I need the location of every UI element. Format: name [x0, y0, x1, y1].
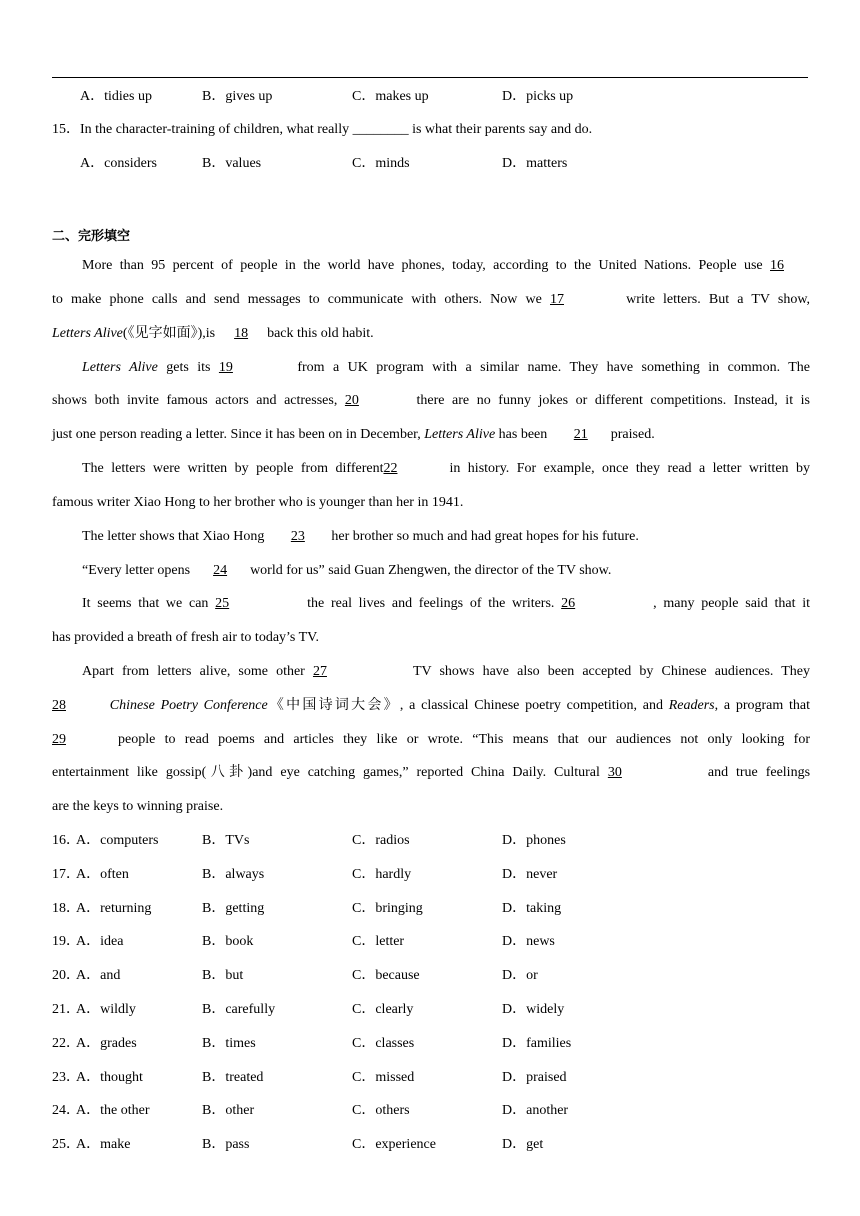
option-d[interactable]: D．another [502, 1103, 569, 1118]
blank-21: 21 [573, 427, 588, 442]
q14-option-d[interactable]: D．picks up [502, 89, 574, 104]
option-b[interactable]: B．carefully [202, 1002, 276, 1017]
question-row [52, 1034, 810, 1054]
option-b[interactable]: B．but [202, 968, 244, 983]
passage-line-11 [52, 594, 810, 614]
q15-option-d[interactable]: D．matters [502, 156, 568, 171]
option-b[interactable]: B．TVs [202, 833, 250, 848]
blank-30: 30 [607, 765, 622, 780]
passage-text: from a UK program with a similar name. They have something in common. The [297, 360, 811, 375]
q15-stem [52, 120, 810, 140]
option-a[interactable]: A．returning [76, 901, 152, 916]
blank-29: 29 [52, 732, 66, 747]
passage-line-15 [52, 730, 810, 750]
option-b[interactable]: B．always [202, 867, 265, 882]
passage-text: 《中国诗词大会》, a classical Chinese poetry competition, and [267, 698, 663, 713]
question-row [52, 1101, 810, 1121]
option-d[interactable]: D．news [502, 934, 555, 949]
passage-text: Apart from letters alive, some other [82, 664, 305, 679]
program-title-italic: Readers [668, 698, 715, 713]
passage-text: write letters. But a TV show, [626, 292, 811, 307]
passage-text: her brother so much and had great hopes for his future. [331, 529, 639, 544]
option-d[interactable]: D．get [502, 1137, 544, 1152]
passage-line-16 [52, 763, 810, 783]
blank-18: 18 [234, 326, 249, 341]
show-title-italic: Letters Alive [52, 326, 123, 341]
option-c[interactable]: C．because [352, 968, 420, 983]
q15-options [52, 154, 810, 174]
option-b[interactable]: B．getting [202, 901, 265, 916]
section-title: 二、完形填空 [52, 229, 131, 244]
passage-line-14 [52, 696, 810, 716]
option-a[interactable]: A．thought [76, 1070, 143, 1085]
passage-line-4 [52, 358, 810, 378]
question-number: 24． [52, 1103, 80, 1118]
passage-text: the real lives and feelings of the writers. [307, 596, 555, 611]
question-number: 16． [52, 833, 80, 848]
question-row [52, 831, 810, 851]
q15-option-a[interactable]: A．considers [80, 156, 157, 171]
passage-text: people to read poems and articles they like or wrote. “This means that our audiences not only looking for [118, 732, 810, 747]
option-d[interactable]: D．taking [502, 901, 562, 916]
question-number: 22． [52, 1036, 80, 1051]
blank-17: 17 [550, 292, 564, 307]
passage-line-3 [52, 324, 810, 344]
question-number: 23． [52, 1070, 80, 1085]
option-a[interactable]: A．often [76, 867, 129, 882]
passage-text: gets its [166, 360, 211, 375]
passage-text: (《见字如面》),is [122, 326, 216, 341]
passage-text: “Every letter opens [82, 563, 191, 578]
option-c[interactable]: C．classes [352, 1036, 415, 1051]
option-b[interactable]: B．treated [202, 1070, 264, 1085]
passage-text: praised. [610, 427, 655, 442]
passage-text: world for us” said Guan Zhengwen, the director of the TV show. [250, 563, 612, 578]
question-number: 19． [52, 934, 80, 949]
option-c[interactable]: C．letter [352, 934, 405, 949]
passage-line-10 [52, 561, 810, 581]
question-row [52, 1135, 810, 1155]
option-b[interactable]: B．pass [202, 1137, 250, 1152]
passage-line-2 [52, 290, 810, 310]
passage-line-8: famous writer Xiao Hong to her brother who is younger than her in 1941. [52, 495, 464, 510]
option-c[interactable]: C．experience [352, 1137, 436, 1152]
passage-line-12: has provided a breath of fresh air to today’s TV. [52, 630, 319, 645]
question-row [52, 1000, 810, 1020]
q15-text: In the character-training of children, what really ________ is what their parents say and do. [80, 122, 593, 137]
option-d[interactable]: D．families [502, 1036, 572, 1051]
passage-text: shows both invite famous actors and actresses, [52, 393, 338, 408]
question-row [52, 865, 810, 885]
question-number: 21． [52, 1002, 80, 1017]
header-rule [52, 77, 808, 78]
option-a[interactable]: A．the other [76, 1103, 150, 1118]
option-c[interactable]: C．clearly [352, 1002, 414, 1017]
passage-text: to make phone calls and send messages to communicate with others. Now we [52, 292, 542, 307]
blank-24: 24 [213, 563, 228, 578]
passage-text: The letter shows that Xiao Hong [82, 529, 265, 544]
passage-text: , a program that [714, 698, 811, 713]
blank-27: 27 [312, 664, 327, 679]
passage-line-7 [52, 459, 810, 479]
passage-text: More than 95 percent of people in the world have phones, today, according to the United Nations. People use [82, 258, 763, 273]
show-title-italic: Letters Alive [424, 427, 496, 442]
option-c[interactable]: C．missed [352, 1070, 415, 1085]
question-row [52, 899, 810, 919]
option-d[interactable]: D．phones [502, 833, 566, 848]
option-d[interactable]: D．praised [502, 1070, 567, 1085]
blank-19: 19 [218, 360, 233, 375]
passage-text: entertainment like gossip(八卦)and eye catching games,” reported China Daily. Cultural [52, 765, 600, 780]
option-a[interactable]: A．wildly [76, 1002, 136, 1017]
question-number: 18． [52, 901, 80, 916]
option-c[interactable]: C．hardly [352, 867, 412, 882]
option-c[interactable]: C．bringing [352, 901, 423, 916]
passage-text: back this old habit. [267, 326, 374, 341]
question-number: 17． [52, 867, 80, 882]
passage-text: It seems that we can [82, 596, 209, 611]
blank-25: 25 [215, 596, 230, 611]
option-c[interactable]: C．others [352, 1103, 410, 1118]
q14-options [52, 87, 810, 107]
q15-option-b[interactable]: B．values [202, 156, 262, 171]
passage-text: , many people said that it [653, 596, 811, 611]
q14-option-c[interactable]: C．makes up [352, 89, 429, 104]
passage-line-5 [52, 391, 810, 411]
q14-option-a[interactable]: A．tidies up [80, 89, 152, 104]
blank-20: 20 [344, 393, 359, 408]
option-b[interactable]: B．book [202, 934, 254, 949]
blank-26: 26 [561, 596, 576, 611]
option-d[interactable]: D．widely [502, 1002, 565, 1017]
passage-line-9 [52, 527, 810, 547]
passage-line-1 [52, 256, 810, 276]
program-title-italic: Chinese Poetry Conference [109, 698, 268, 713]
blank-28: 28 [52, 698, 66, 713]
option-d[interactable]: D．never [502, 867, 558, 882]
blank-23: 23 [290, 529, 305, 544]
passage-text: The letters were written by people from different [82, 461, 384, 476]
blank-22: 22 [383, 461, 398, 476]
option-a[interactable]: A．grades [76, 1036, 137, 1051]
question-row [52, 966, 810, 986]
passage-text: in history. For example, once they read a letter written by [449, 461, 810, 476]
passage-text: and true feelings [707, 765, 811, 780]
question-row [52, 1068, 810, 1088]
option-d[interactable]: D．or [502, 968, 538, 983]
passage-line-17: are the keys to winning praise. [52, 799, 224, 814]
q14-option-b[interactable]: B．gives up [202, 89, 273, 104]
option-b[interactable]: B．times [202, 1036, 256, 1051]
passage-text: there are no funny jokes or different competitions. Instead, it is [416, 393, 811, 408]
option-a[interactable]: A．and [76, 968, 121, 983]
option-b[interactable]: B．other [202, 1103, 255, 1118]
passage-text: has been [498, 427, 548, 442]
option-a[interactable]: A．computers [76, 833, 159, 848]
passage-text: just one person reading a letter. Since it has been on in December, [52, 427, 421, 442]
option-c[interactable]: C．radios [352, 833, 410, 848]
question-number: 20． [52, 968, 80, 983]
question-number: 25． [52, 1137, 80, 1152]
show-title-italic: Letters Alive [82, 360, 158, 375]
q15-number: 15． [52, 122, 80, 137]
passage-line-6 [52, 425, 810, 445]
option-a[interactable]: A．idea [76, 934, 124, 949]
option-a[interactable]: A．make [76, 1137, 131, 1152]
passage-line-13 [52, 662, 810, 682]
passage-text: TV shows have also been accepted by Chinese audiences. They [412, 664, 811, 679]
blank-16: 16 [770, 258, 784, 273]
q15-option-c[interactable]: C．minds [352, 156, 410, 171]
question-row [52, 932, 810, 952]
